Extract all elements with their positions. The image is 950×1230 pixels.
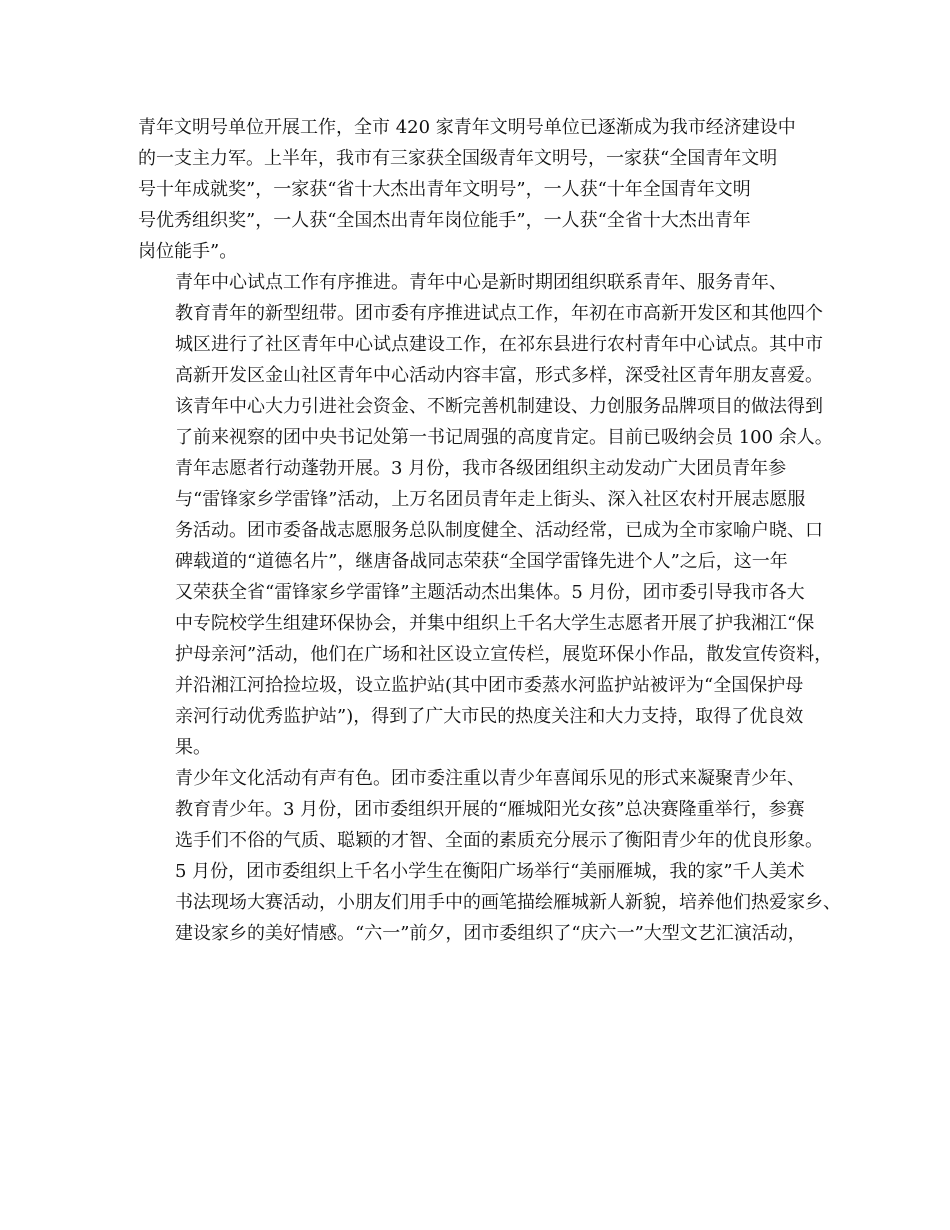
text-line: 岗位能手”。: [138, 241, 238, 262]
text-line: 务活动。团市委备战志愿服务总队制度健全、活动经常，已成为全市家喻户晓、口: [175, 520, 823, 541]
text-line: 护母亲河”活动，他们在广场和社区设立宣传栏，展览环保小作品，散发宣传资料，: [175, 644, 833, 665]
text-line: 与“雷锋家乡学雷锋”活动，上万名团员青年走上街头、深入社区农村开展志愿服: [175, 489, 806, 510]
text-line: 5 月份，团市委组织上千名小学生在衡阳广场举行“美丽雁城，我的家”千人美术: [175, 861, 805, 882]
text-line: 青少年文化活动有声有色。团市委注重以青少年喜闻乐见的形式来凝聚青少年、: [175, 768, 805, 789]
paragraph-volunteers: [138, 453, 833, 763]
text-line: 书法现场大赛活动，小朋友们用手中的画笔描绘雁城新人新貌，培养他们热爱家乡、: [175, 892, 841, 913]
text-line: 中专院校学生组建环保协会，并集中组织上千名大学生志愿者开展了护我湘江“保: [175, 613, 815, 634]
paragraph-culture-activities: [138, 763, 841, 949]
text-line: 教育青年的新型纽带。团市委有序推进试点工作，年初在市高新开发区和其他四个: [175, 303, 823, 324]
text-line: 青年志愿者行动蓬勃开展。3 月份，我市各级团组织主动发动广大团员青年参: [175, 458, 787, 479]
text-line: 选手们不俗的气质、聪颖的才智、全面的素质充分展示了衡阳青少年的优良形象。: [175, 830, 823, 851]
text-line: 碑载道的“道德名片”，继唐备战同志荣获“全国学雷锋先进个人”之后，这一年: [175, 551, 788, 572]
text-line: 青年文明号单位开展工作，全市 420 家青年文明号单位已逐渐成为我市经济建设中: [138, 117, 796, 138]
paragraph-youth-civilization: [138, 112, 830, 267]
text-line: 教育青少年。3 月份，团市委组织开展的“雁城阳光女孩”总决赛隆重举行，参赛: [175, 799, 805, 820]
text-line: 又荣获全省“雷锋家乡学雷锋”主题活动杰出集体。5 月份，团市委引导我市各大: [175, 582, 805, 603]
text-line: 高新开发区金山社区青年中心活动内容丰富，形式多样，深受社区青年朋友喜爱。: [175, 365, 823, 386]
text-line: 的一支主力军。上半年，我市有三家获全国级青年文明号，一家获“全国青年文明: [138, 148, 778, 169]
text-line: 城区进行了社区青年中心试点建设工作，在祁东县进行农村青年中心试点。其中市: [175, 334, 823, 355]
text-line: 果。: [175, 737, 211, 758]
text-line: 该青年中心大力引进社会资金、不断完善机制建设、力创服务品牌项目的做法得到: [175, 396, 823, 417]
text-line: 亲河行动优秀监护站”)，得到了广大市民的热度关注和大力支持，取得了优良效: [175, 706, 804, 727]
document-body: [138, 112, 841, 949]
text-line: 并沿湘江河拾捡垃圾，设立监护站(其中团市委蒸水河监护站被评为“全国保护母: [175, 675, 804, 696]
text-line: 建设家乡的美好情感。“六一”前夕，团市委组织了“庆六一”大型文艺汇演活动，: [175, 923, 806, 944]
text-line: 了前来视察的团中央书记处第一书记周强的高度肯定。目前已吸纳会员 100 余人。: [175, 427, 833, 448]
text-line: 青年中心试点工作有序推进。青年中心是新时期团组织联系青年、服务青年、: [175, 272, 787, 293]
paragraph-youth-center: [138, 267, 833, 453]
text-line: 号优秀组织奖”，一人获“全国杰出青年岗位能手”，一人获“全省十大杰出青年: [138, 210, 751, 231]
text-line: 号十年成就奖”，一家获“省十大杰出青年文明号”，一人获“十年全国青年文明: [138, 179, 751, 200]
